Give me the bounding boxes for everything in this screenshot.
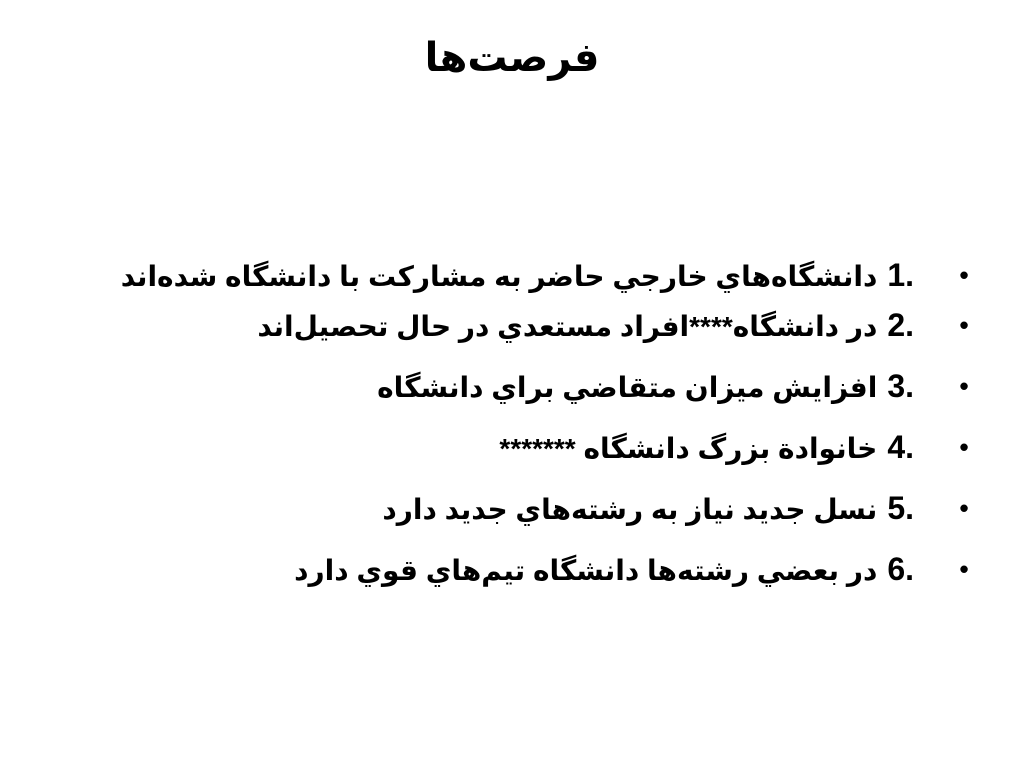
bullet-item-3 xyxy=(74,366,974,408)
bullet-icon: • xyxy=(959,260,969,290)
bullet-item-5 xyxy=(74,488,974,530)
item-number: 4. xyxy=(887,429,914,465)
item-text: نسل جديد نياز به رشته‌هاي جديد دارد xyxy=(382,494,878,525)
bullet-item-4 xyxy=(74,427,974,469)
bullet-item-6 xyxy=(74,549,974,591)
item-text: دانشگاه‌هاي خارجي حاضر به مشاركت با دانشگاه شده‌اند xyxy=(120,261,878,292)
bullet-icon: • xyxy=(959,554,969,584)
item-number: 6. xyxy=(887,551,914,587)
bullet-item-1 xyxy=(74,255,974,297)
item-text: در دانشگاه****افراد مستعدي در حال تحصيل‌اند xyxy=(257,311,878,342)
bullet-icon: • xyxy=(959,493,969,523)
bullet-icon: • xyxy=(959,310,969,340)
item-text: افزايش ميزان متقاضي براي دانشگاه xyxy=(377,372,878,403)
item-text: خانوادة بزرگ دانشگاه ******* xyxy=(499,433,878,464)
slide-title: فرصت‌ها xyxy=(424,36,600,80)
item-text: در بعضي رشته‌ها دانشگاه تيم‌هاي قوي دارد xyxy=(294,555,878,586)
bullet-list xyxy=(74,255,974,610)
item-number: 2. xyxy=(887,307,914,343)
bullet-icon: • xyxy=(959,371,969,401)
item-number: 1. xyxy=(887,257,914,293)
item-number: 5. xyxy=(887,490,914,526)
bullet-icon: • xyxy=(959,432,969,462)
item-number: 3. xyxy=(887,368,914,404)
bullet-item-2 xyxy=(74,305,974,347)
